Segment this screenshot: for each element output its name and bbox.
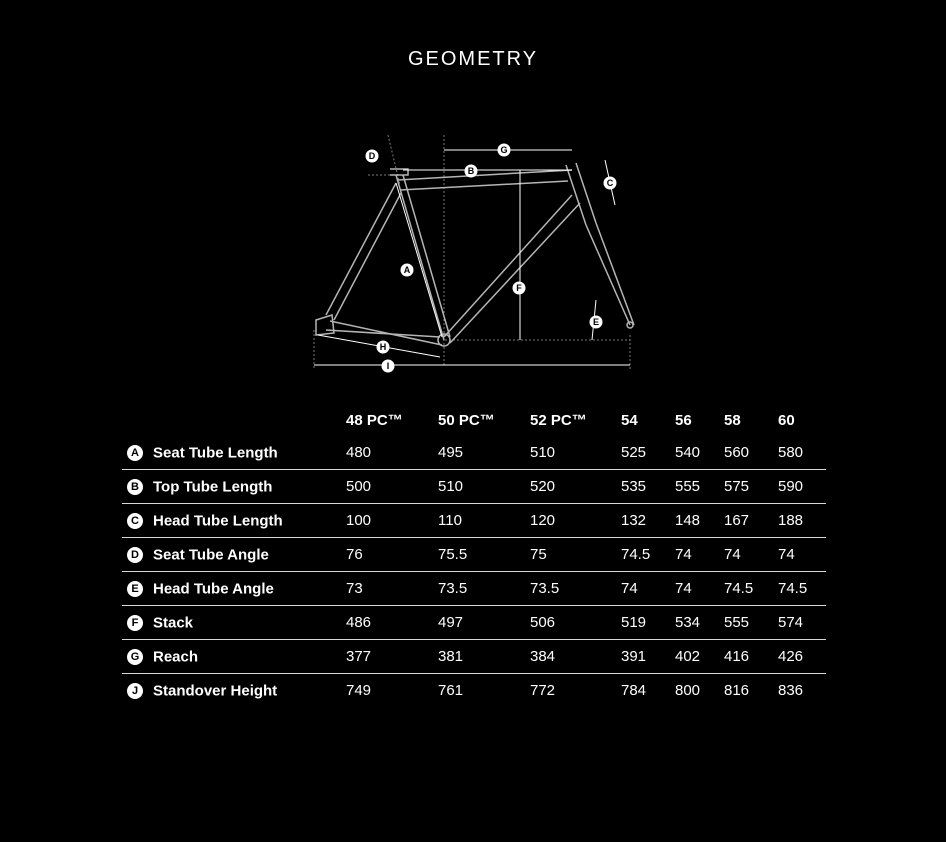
table-cell: 560: [724, 444, 750, 461]
row-key-badge: C: [127, 513, 143, 529]
svg-text:E: E: [592, 317, 600, 327]
row-key-badge: J: [127, 683, 143, 699]
svg-text:F: F: [516, 283, 522, 293]
table-cell: 74: [778, 546, 795, 563]
table-row: [122, 436, 826, 470]
table-cell: 73.5: [438, 580, 468, 597]
table-cell: 525: [621, 444, 647, 461]
row-label: [122, 470, 346, 504]
header-size: 54: [621, 412, 638, 429]
svg-text:B: B: [467, 166, 475, 176]
rear-dropout: [316, 315, 334, 335]
header-size: 48 PC™: [346, 412, 403, 429]
header-label-spacer: [122, 405, 346, 436]
table-cell: 486: [346, 614, 372, 631]
marker-H: [377, 341, 390, 354]
row-label-text: Reach: [153, 648, 199, 666]
table-cell: 110: [438, 512, 462, 529]
table-header-row: [122, 405, 826, 436]
row-key-badge: B: [127, 479, 143, 495]
row-label-text: Standover Height: [153, 682, 278, 700]
geometry-table: [122, 405, 826, 707]
table-cell: 416: [724, 648, 750, 665]
head-tube-front: [566, 165, 586, 225]
row-label-text: Top Tube Length: [153, 478, 273, 496]
table-cell: 381: [438, 648, 464, 665]
row-label-text: Head Tube Length: [153, 512, 283, 530]
table-cell: 580: [778, 444, 804, 461]
table-cell: 402: [675, 648, 701, 665]
table-cell: 75: [530, 546, 547, 563]
row-label: [122, 606, 346, 640]
table-cell: 426: [778, 648, 804, 665]
table-cell: 495: [438, 444, 464, 461]
table-cell: 497: [438, 614, 464, 631]
marker-I: [382, 360, 395, 373]
svg-text:D: D: [368, 151, 376, 161]
table-cell: 148: [675, 512, 701, 529]
row-key-badge: A: [127, 445, 143, 461]
dim-seat-tube-line: [396, 183, 442, 337]
table-cell: 574: [778, 614, 804, 631]
row-key-badge: G: [127, 649, 143, 665]
table-cell: 520: [530, 478, 556, 495]
table-cell: 132: [621, 512, 647, 529]
table-cell: 75.5: [438, 546, 468, 563]
row-label-text: Stack: [153, 614, 194, 632]
table-cell: 784: [621, 682, 647, 699]
down-tube-inner: [450, 203, 580, 343]
table-cell: 761: [438, 682, 464, 699]
row-label: [122, 674, 346, 708]
frame-geometry-diagram: [300, 125, 640, 375]
table-cell: 800: [675, 682, 701, 699]
row-key-badge: D: [127, 547, 143, 563]
table-cell: 540: [675, 444, 701, 461]
table-cell: 74: [675, 580, 692, 597]
seat-angle-ref: [388, 135, 400, 185]
table-row: [122, 538, 826, 572]
down-tube: [444, 195, 572, 337]
row-key-badge: F: [127, 615, 143, 631]
row-label: [122, 538, 346, 572]
top-tube: [398, 170, 572, 180]
table-cell: 120: [530, 512, 556, 529]
row-label: [122, 436, 346, 470]
seat-tube: [396, 175, 444, 340]
table-cell: 167: [724, 512, 750, 529]
table-cell: 480: [346, 444, 372, 461]
svg-text:I: I: [386, 361, 390, 371]
table-cell: 510: [438, 478, 464, 495]
row-label-text: Seat Tube Length: [153, 444, 278, 462]
seat-tube-inner: [403, 175, 450, 337]
svg-text:G: G: [500, 145, 508, 155]
table-row: [122, 674, 826, 708]
seat-stay-inner: [334, 193, 401, 320]
table-cell: 836: [778, 682, 804, 699]
chain-stay: [326, 330, 440, 337]
table-cell: 534: [675, 614, 701, 631]
header-size: 50 PC™: [438, 412, 495, 429]
fork-front: [586, 225, 630, 325]
table-cell: 391: [621, 648, 647, 665]
table-cell: 377: [346, 648, 372, 665]
table-cell: 74.5: [621, 546, 651, 563]
table-cell: 590: [778, 478, 804, 495]
table-cell: 188: [778, 512, 804, 529]
svg-text:C: C: [606, 178, 614, 188]
marker-G: [498, 144, 511, 157]
seat-stay: [326, 183, 396, 315]
table-row: [122, 504, 826, 538]
table-cell: 519: [621, 614, 647, 631]
table-cell: 74: [675, 546, 692, 563]
table-cell: 76: [346, 546, 363, 563]
row-label: [122, 572, 346, 606]
svg-text:H: H: [379, 342, 387, 352]
top-tube-lower: [400, 181, 568, 190]
table-cell: 74.5: [724, 580, 754, 597]
row-label-text: Head Tube Angle: [153, 580, 274, 598]
table-cell: 100: [346, 512, 372, 529]
table-row: [122, 572, 826, 606]
table-row: [122, 606, 826, 640]
table-cell: 73: [346, 580, 363, 597]
row-label: [122, 640, 346, 674]
marker-E: [590, 316, 603, 329]
table-cell: 74: [724, 546, 741, 563]
marker-F: [513, 282, 526, 295]
marker-B: [465, 165, 478, 178]
row-key-badge: E: [127, 581, 143, 597]
fork-back: [596, 223, 634, 325]
head-tube-back: [576, 163, 596, 223]
table-cell: 816: [724, 682, 750, 699]
table-row: [122, 640, 826, 674]
page-title: GEOMETRY: [407, 48, 539, 70]
marker-A: [401, 264, 414, 277]
table-cell: 74.5: [778, 580, 808, 597]
table-cell: 749: [346, 682, 372, 699]
table-cell: 575: [724, 478, 750, 495]
table-cell: 73.5: [530, 580, 560, 597]
table-row: [122, 470, 826, 504]
row-label-text: Seat Tube Angle: [153, 546, 269, 564]
svg-text:A: A: [403, 265, 411, 275]
table-cell: 74: [621, 580, 638, 597]
header-size: 52 PC™: [530, 412, 587, 429]
marker-D: [366, 150, 379, 163]
marker-C: [604, 177, 617, 190]
table-cell: 772: [530, 682, 556, 699]
table-cell: 510: [530, 444, 556, 461]
row-label: [122, 504, 346, 538]
table-cell: 384: [530, 648, 556, 665]
frame-outline: [316, 163, 634, 346]
header-size: 60: [778, 412, 795, 429]
header-size: 56: [675, 412, 692, 429]
table-cell: 506: [530, 614, 556, 631]
table-cell: 535: [621, 478, 647, 495]
table-cell: 555: [675, 478, 701, 495]
table-cell: 500: [346, 478, 372, 495]
table-cell: 555: [724, 614, 750, 631]
header-size: 58: [724, 412, 741, 429]
